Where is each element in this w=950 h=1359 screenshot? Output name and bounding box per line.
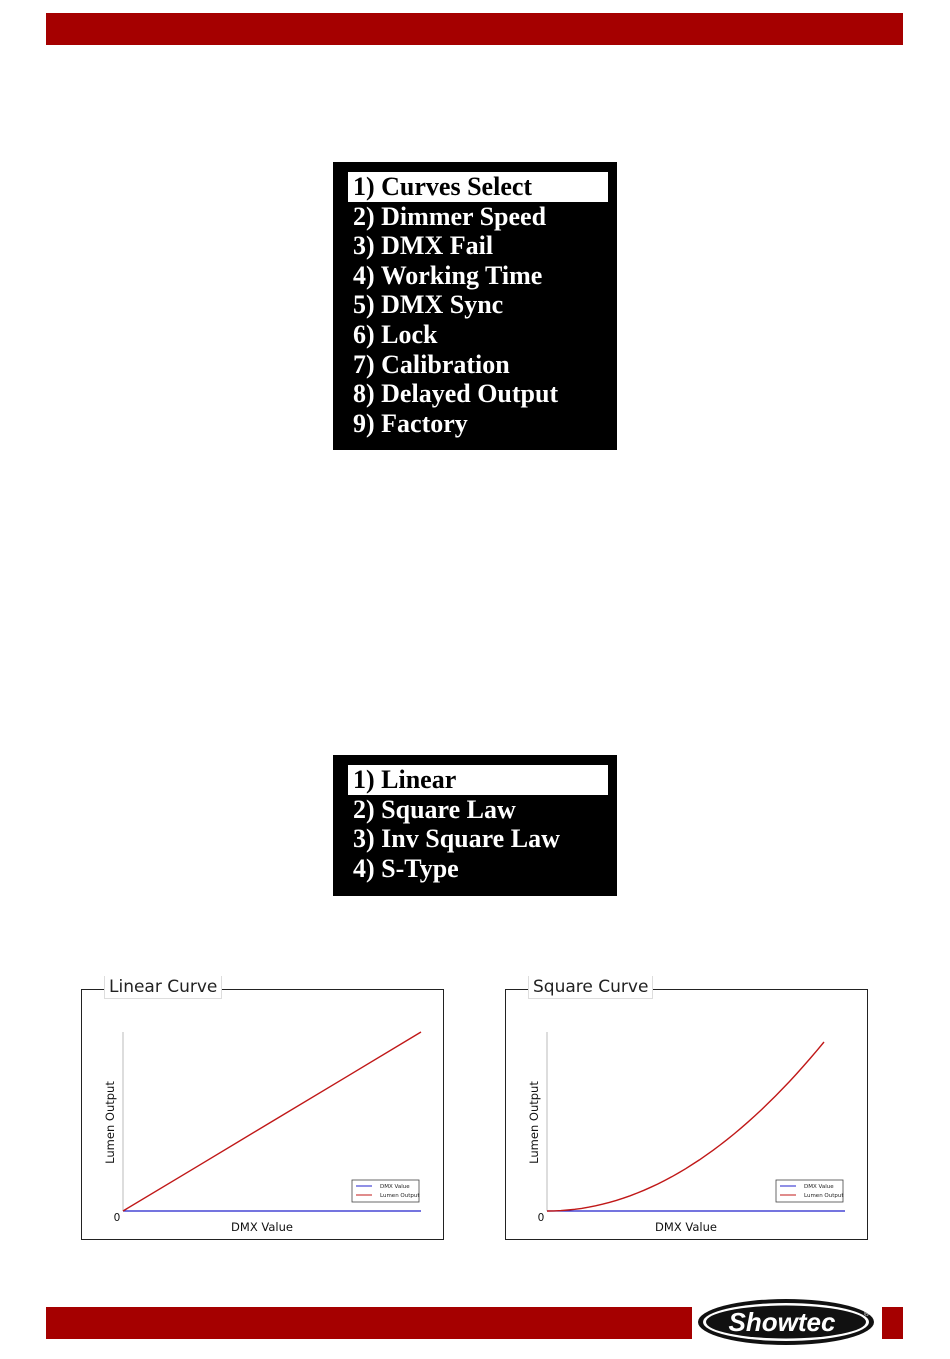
square-curve-chart — [505, 977, 868, 1240]
logo-registered-mark: ® — [864, 1311, 870, 1318]
square-curve-plot — [506, 990, 867, 1239]
y-axis-label: Lumen Output — [103, 1081, 117, 1164]
chart-title: Linear Curve — [104, 976, 222, 999]
header-bar — [46, 13, 903, 45]
menu-item-dimmer-speed: 2) Dimmer Speed — [353, 201, 547, 231]
showtec-logo — [694, 1296, 878, 1348]
legend-label-0: DMX Value — [380, 1184, 410, 1190]
x-axis-label: DMX Value — [231, 1220, 293, 1234]
footer-bar-end — [882, 1307, 903, 1339]
menu-item-dmx-sync: 5) DMX Sync — [353, 290, 504, 320]
curve-item-inv-square-law: 3) Inv Square Law — [353, 824, 560, 854]
main-menu-display — [333, 162, 617, 450]
origin-tick-label: 0 — [113, 1212, 121, 1224]
menu-item-delayed-output: 8) Delayed Output — [353, 379, 559, 409]
x-axis-label: DMX Value — [655, 1220, 717, 1234]
chart-title: Square Curve — [528, 976, 653, 999]
legend-label-1: Lumen Output — [804, 1193, 844, 1199]
origin-tick-label: 0 — [537, 1212, 545, 1224]
legend-label-0: DMX Value — [804, 1184, 834, 1190]
menu-item-dmx-fail: 3) DMX Fail — [353, 231, 494, 261]
logo-text: Showtec — [728, 1307, 836, 1337]
menu-item-calibration: 7) Calibration — [353, 349, 510, 379]
menu-item-working-time: 4) Working Time — [353, 260, 543, 290]
curve-item-linear: 1) Linear — [348, 765, 608, 795]
linear-curve-plot — [82, 990, 443, 1239]
y-axis-label: Lumen Output — [527, 1081, 541, 1164]
menu-item-factory: 9) Factory — [353, 408, 468, 438]
menu-item-curves-select: 1) Curves Select — [348, 172, 608, 202]
linear-curve-chart — [81, 977, 444, 1240]
curves-menu-display — [333, 755, 617, 896]
curve-item-s-type: 4) S-Type — [353, 853, 459, 883]
legend-label-1: Lumen Output — [380, 1193, 420, 1199]
menu-item-lock: 6) Lock — [353, 319, 438, 349]
curve-item-square-law: 2) Square Law — [353, 794, 516, 824]
footer-bar — [46, 1307, 692, 1339]
